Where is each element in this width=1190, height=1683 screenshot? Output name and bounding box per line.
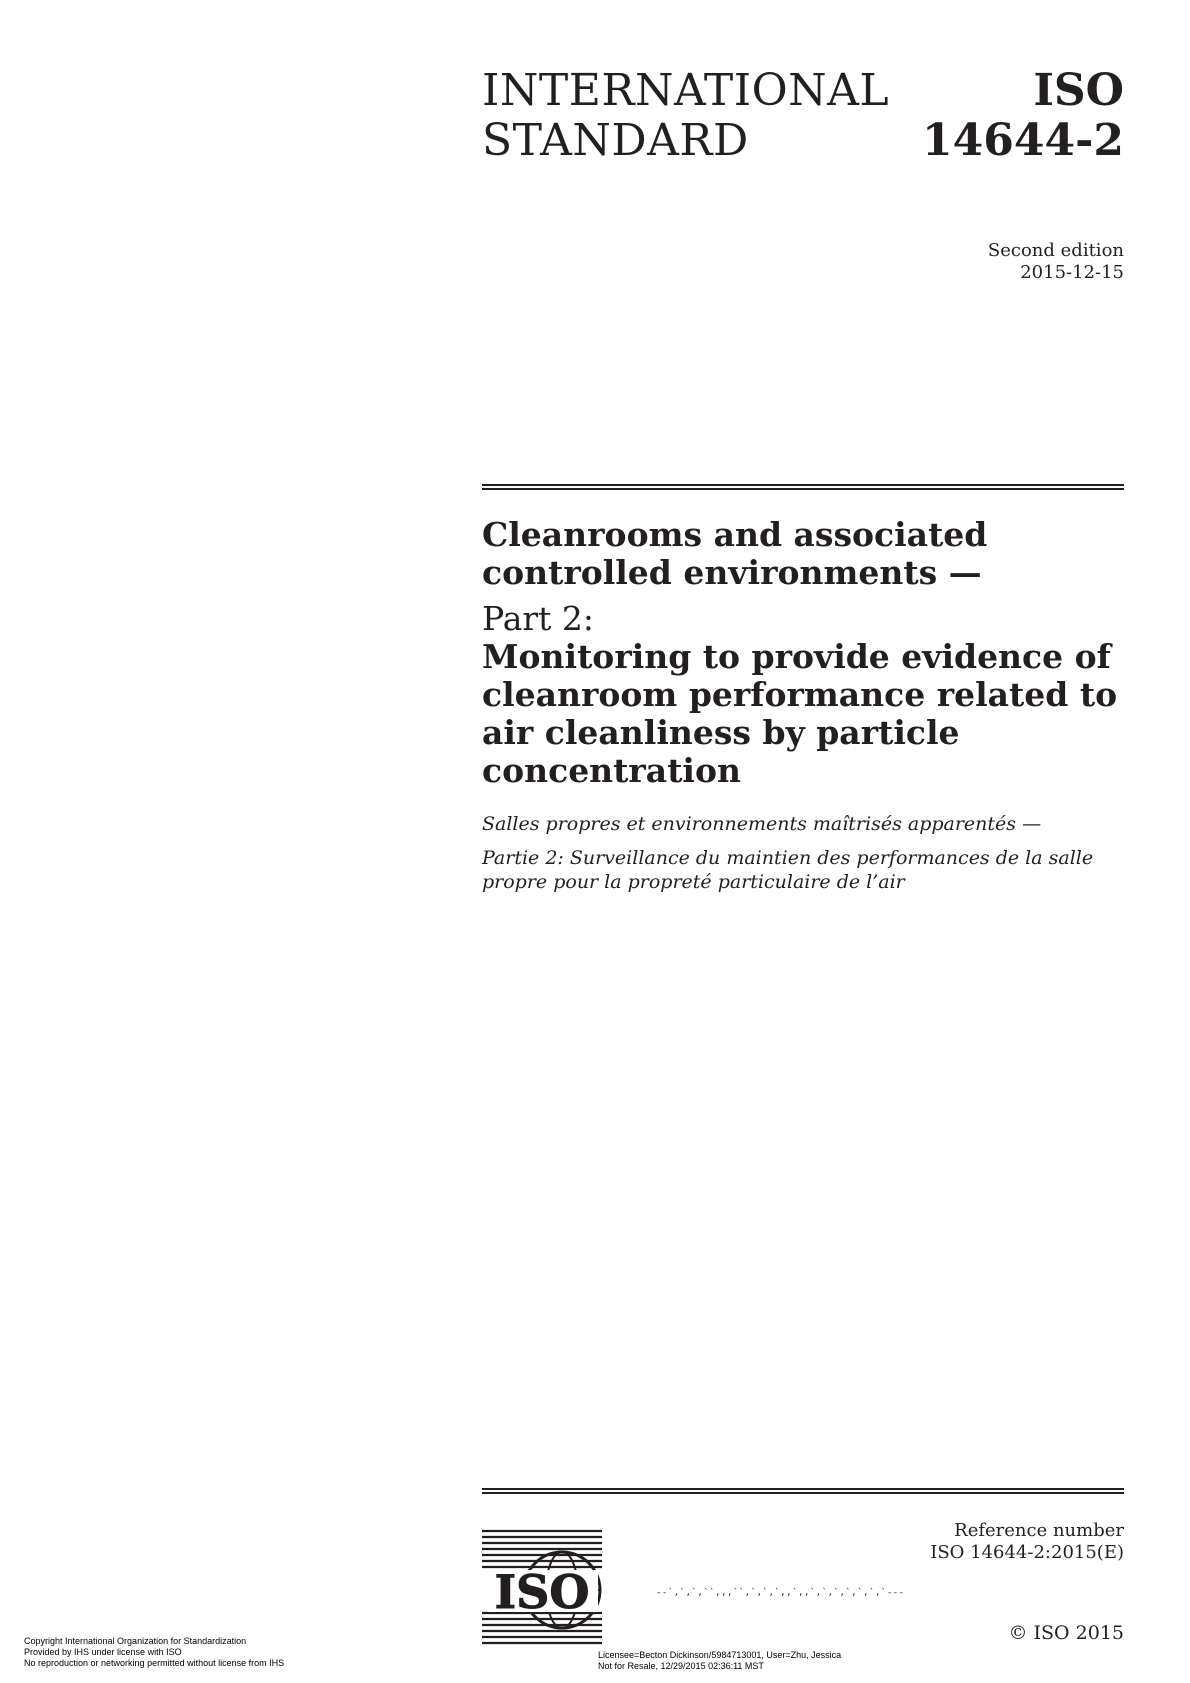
reference-number-block <box>930 1520 1124 1564</box>
licensee-line-2: Not for Resale, 12/29/2015 02:36:11 MST <box>598 1661 764 1671</box>
french-title: Salles propres et environnements maîtrisés apparentés — <box>482 813 1042 835</box>
standard-number <box>922 66 1124 166</box>
french-part-title: Partie 2: Surveillance du maintien des performances de la salle propre pour la propreté particulaire de l’air <box>482 847 1094 893</box>
title-block <box>482 516 1132 894</box>
title-subtitle: Monitoring to provide evidence of cleanroom performance related to air cleanliness by particle concentration <box>482 637 1118 790</box>
title-main: Cleanrooms and associated controlled environments — <box>482 515 988 592</box>
edition-info <box>988 240 1124 284</box>
license-notice <box>24 1636 284 1669</box>
title-part: Part 2: <box>482 599 595 638</box>
license-line-1: Copyright International Organization for Standardization <box>24 1636 247 1646</box>
edition-label: Second edition <box>987 240 1124 261</box>
title-divider-top <box>482 484 1124 490</box>
document-type-line1: INTERNATIONAL <box>482 65 890 116</box>
edition-date: 2015-12-15 <box>1020 262 1124 283</box>
license-line-2: Provided by IHS under license with ISO <box>24 1647 182 1657</box>
iso-label: ISO <box>1033 65 1124 116</box>
document-type-line2: STANDARD <box>482 115 749 166</box>
footer-divider <box>482 1488 1124 1494</box>
dotted-code: --`,`,`,``,,,``,`,`,`,,`,,`,`,`,`,`,`,`--- <box>656 1588 905 1598</box>
reference-number: ISO 14644-2:2015(E) <box>930 1542 1124 1563</box>
iso-logo-icon <box>482 1528 602 1646</box>
licensee-line-1: Licensee=Becton Dickinson/5984713001, User=Zhu, Jessica <box>598 1650 842 1660</box>
copyright: © ISO 2015 <box>1008 1622 1124 1644</box>
iso-logo-text: ISO <box>494 1565 590 1619</box>
reference-label: Reference number <box>954 1520 1124 1541</box>
document-type <box>482 66 889 166</box>
standard-number-value: 14644-2 <box>922 115 1124 166</box>
license-line-3: No reproduction or networking permitted without license from IHS <box>24 1658 285 1668</box>
licensee-info <box>598 1650 841 1672</box>
